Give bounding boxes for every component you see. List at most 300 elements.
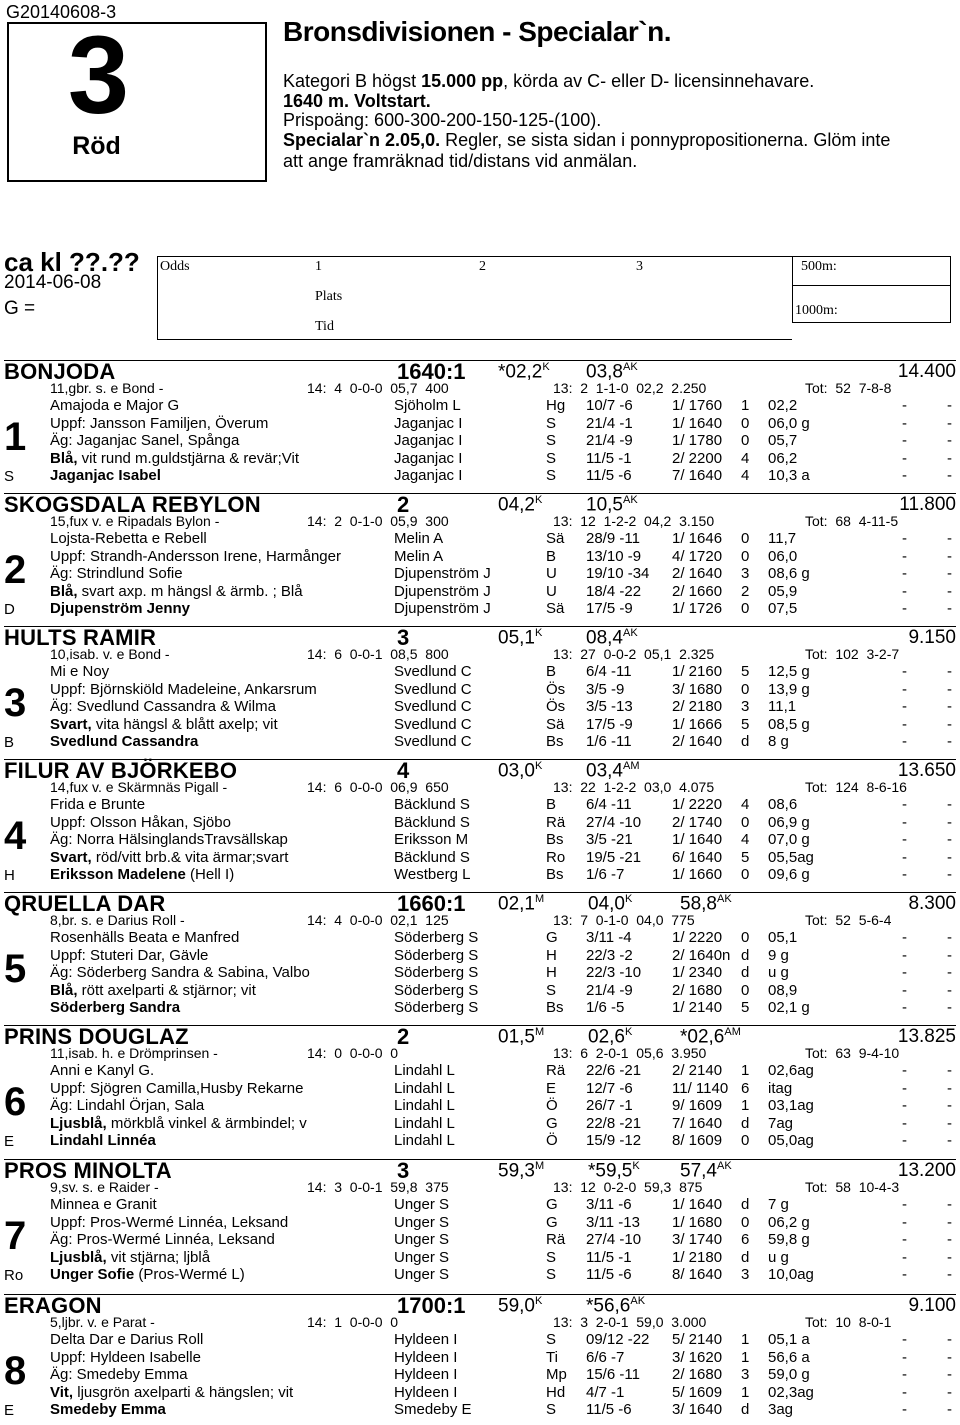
race-time: 08,6 g [768,565,810,583]
race-distance: 3/ 1620 [672,1348,723,1366]
race-time: 05,7 [768,432,798,450]
race-odds-2: - [947,733,952,751]
horse-prize-money: 8.300 [908,893,956,914]
line-text: Uppf: Pros-Wermé Linnéa, Leksand [50,1213,289,1231]
race-distance: 4/ 1720 [672,547,723,565]
line-rest: (Hell I) [185,866,235,884]
horse-distance: 2 [397,492,410,517]
line-bold: Ljusblå, [50,1248,107,1266]
race-date: 3/11 -4 [586,929,632,946]
race-driver: Hyldeen I [394,1383,458,1401]
race-distance: 2/ 2140 [672,1062,723,1079]
horse-stats-13: 13: 12 1-2-2 04,2 3.150 [553,513,715,529]
line-text: Anni e Kanyl G. [50,1062,155,1079]
race-track: S [546,981,557,999]
race-odds-2: - [947,1366,952,1384]
horse-distance: 1640:1 [397,359,466,384]
line-bold: Vit, [50,1383,74,1401]
race-track: Hd [546,1383,566,1401]
start-time: ca kl ??.?? [4,247,140,277]
line-text [50,849,288,866]
record-value: *59,5 [588,1160,633,1182]
race-time: 02,6ag [768,1062,814,1079]
odds-box [157,256,792,340]
line-bold: Unger Sofie [50,1266,135,1284]
race-odds-2: - [947,1132,952,1150]
race-time: 10,3 a [768,467,810,485]
race-distance: 3/ 1680 [672,680,723,698]
race-odds-2: - [947,1097,952,1115]
race-date: 12/7 -6 [586,1079,633,1097]
start-number: 4 [4,814,27,858]
record-value: 08,4 [586,627,623,649]
race-odds-1: - [902,1132,907,1150]
horse-stats-13: 13: 6 2-0-1 05,6 3.950 [553,1045,707,1061]
race-position: 0 [741,813,750,831]
record-type: K [624,1026,633,1038]
race-odds-2: - [947,582,952,600]
line-text: Rosenhälls Beata e Manfred [50,929,240,946]
race-odds-1: - [902,813,907,831]
horse-info: 5,ljbr. v. e Parat - [50,1314,155,1330]
record-value: 59,3 [498,1160,535,1182]
horse-distance: 1660:1 [397,891,466,916]
race-odds-2: - [947,1348,952,1366]
race-odds-1: - [902,929,907,946]
race-odds-2: - [947,680,952,698]
race-badge [7,14,267,182]
race-odds-2: - [947,1401,952,1419]
race-distance: 2/ 1680 [672,1366,723,1384]
line-text [50,1266,245,1283]
record-value: 04,0 [588,893,625,915]
race-track: H [546,964,557,982]
race-odds-1: - [902,663,907,680]
race-track: Hg [546,397,566,414]
line-bold: Ljusblå, [50,1114,107,1132]
race-position: 1 [741,1097,750,1115]
horse-stats-14: 14: 0 0-0-0 0 [307,1045,399,1061]
intro-line-5: att ange framräknad tid/distans vid anmälan. [283,151,638,171]
race-date: 17/5 -9 [586,600,633,618]
race-position: 5 [741,999,750,1017]
line-text: Äg: Svedlund Cassandra & Wilma [50,698,276,716]
race-position: 6 [741,1231,750,1249]
horse-record-1 [498,1026,544,1048]
race-position: 1 [741,1348,750,1366]
race-position: d [741,733,750,751]
line-rest: ljusgrön axelparti & hängslen; vit [73,1383,294,1401]
race-track: Ti [546,1348,558,1366]
line-bold: Blå, [50,449,78,467]
start-letter: H [4,867,15,884]
odds-col-1: 1 [315,259,322,274]
race-distance: 8/ 1609 [672,1132,723,1150]
horse-stats-13: 13: 7 0-1-0 04,0 775 [553,912,695,928]
horse-record-1 [498,760,542,782]
race-time: 09,6 g [768,866,810,884]
race-position: 1 [741,1383,750,1401]
race-odds-1: - [902,848,907,866]
race-date: 19/5 -21 [586,848,642,866]
race-distance: 1/ 2220 [672,929,723,946]
race-track: U [546,565,557,583]
race-distance: 1/ 2180 [672,1248,723,1266]
start-letter: D [4,601,15,618]
race-odds-2: - [947,397,952,414]
race-odds-1: - [902,1231,907,1249]
race-odds-1: - [902,1348,907,1366]
horse-stats-14: 14: 4 0-0-0 05,7 400 [307,380,449,396]
race-driver: Eriksson M [394,831,469,849]
race-odds-2: - [947,432,952,450]
horse-stats-14: 14: 2 0-1-0 05,9 300 [307,513,449,529]
race-position: 5 [741,663,750,680]
horse-stats-13: 13: 27 0-0-2 05,1 2.325 [553,646,715,662]
race-position: 3 [741,1266,750,1284]
line-bold: Blå, [50,981,78,999]
race-distance: 1/ 2220 [672,796,723,813]
horse-stats-13: 13: 12 0-2-0 59,3 875 [553,1179,703,1195]
record-type: AM [622,760,640,772]
race-time: itag [768,1079,793,1097]
race-track: G [546,1196,558,1213]
race-odds-1: - [902,946,907,964]
race-driver: Unger S [394,1248,450,1266]
race-driver: Lindahl L [394,1097,455,1115]
line-text: Äg: Strindlund Sofie [50,565,183,583]
race-driver: Djupenström J [394,600,491,618]
race-track: Ö [546,1097,558,1115]
horse-stats-14: 14: 4 0-0-0 02,1 125 [307,912,449,928]
race-odds-1: - [902,547,907,565]
race-date: 22/3 -10 [586,964,642,982]
record-value: 01,5 [498,1026,535,1048]
race-position: 3 [741,698,750,716]
race-date: 11/5 -6 [586,1266,632,1284]
record-type: K [534,627,543,639]
line-text: Söderberg Sandra [50,999,181,1017]
race-time: 11,1 [768,698,797,716]
line-text: Lojsta-Rebetta e Rebell [50,530,207,547]
race-position: 0 [741,866,750,884]
record-value: 03,8 [586,361,623,383]
race-driver: Söderberg S [394,999,479,1017]
race-track: Mp [546,1366,567,1384]
race-distance: 1/ 2140 [672,999,723,1017]
horse-prize-money: 13.650 [897,760,956,781]
horse-distance: 2 [397,1024,410,1049]
race-position: 3 [741,1366,750,1384]
race-odds-2: - [947,698,952,716]
race-odds-2: - [947,866,952,884]
race-driver: Svedlund C [394,680,472,698]
race-odds-1: - [902,1213,907,1231]
race-date: 21/4 -1 [586,414,633,432]
race-track: G [546,1114,558,1132]
race-position: d [741,1248,750,1266]
race-distance: 1/ 2340 [672,964,723,982]
line-text: Äg: Lindahl Örjan, Sala [50,1097,205,1115]
race-date: 6/4 -11 [586,796,632,813]
race-position: 5 [741,715,750,733]
race-time: 7 g [768,1196,789,1213]
race-distance: 1/ 1726 [672,600,723,618]
race-track: Ös [546,680,566,698]
race-odds-2: - [947,1383,952,1401]
race-odds-1: - [902,565,907,583]
race-driver: Hyldeen I [394,1366,458,1384]
race-date: 3/5 -13 [586,698,633,716]
race-track: Bs [546,999,564,1017]
race-driver: Svedlund C [394,698,472,716]
race-date: 21/4 -9 [586,432,633,450]
race-track: S [546,432,557,450]
line-text: Amajoda e Major G [50,397,180,414]
record-value: 10,5 [586,494,623,516]
race-track: Sä [546,715,565,733]
race-date: 3/5 -9 [586,680,625,698]
race-odds-1: - [902,467,907,485]
start-number: 1 [4,415,27,459]
start-letter: B [4,734,15,751]
race-odds-2: - [947,929,952,946]
race-odds-1: - [902,1079,907,1097]
race-odds-2: - [947,981,952,999]
horse-name: PRINS DOUGLAZ [4,1024,189,1049]
race-date: 22/3 -2 [586,946,633,964]
race-driver: Lindahl L [394,1062,455,1079]
race-time: 02,3ag [768,1383,814,1401]
race-odds-1: - [902,1097,907,1115]
race-driver: Hyldeen I [394,1348,458,1366]
race-position: 0 [741,600,750,618]
record-type: M [534,1160,545,1172]
race-time: 05,5ag [768,848,814,866]
race-odds-2: - [947,999,952,1017]
line-text: Uppf: Björnskiöld Madeleine, Ankarsrum [50,680,317,698]
line-rest: rött axelparti & stjärnor; vit [77,981,256,999]
race-time: 02,1 g [768,999,810,1017]
race-track: Bs [546,733,564,751]
record-value: *02,2 [498,361,543,383]
race-odds-1: - [902,698,907,716]
line-text: Djupenström Jenny [50,600,191,618]
race-distance: 2/ 1640n [672,946,731,964]
race-odds-1: - [902,1114,907,1132]
race-driver: Lindahl L [394,1114,455,1132]
race-odds-1: - [902,981,907,999]
race-track: G [546,1213,558,1231]
race-position: 0 [741,1132,750,1150]
horse-name: FILUR AV BJÖRKEBO [4,758,238,783]
record-type: AK [716,893,732,905]
race-driver: Westberg L [394,866,471,884]
race-distance: 3/ 1740 [672,1231,723,1249]
race-position: 6 [741,1079,750,1097]
race-odds-2: - [947,414,952,432]
race-color: Röd [72,132,121,160]
race-driver: Söderberg S [394,964,479,982]
race-distance: 2/ 1660 [672,582,723,600]
race-track: B [546,663,557,680]
race-time: u g [768,1248,789,1266]
horse-prize-money: 9.100 [908,1295,956,1316]
race-odds-2: - [947,467,952,485]
race-time: 06,0 g [768,414,810,432]
intro-line-1: Kategori B högst 15.000 pp, körda av C- eller D- licensinnehavare. [283,71,815,91]
race-odds-2: - [947,848,952,866]
race-distance: 9/ 1609 [672,1097,723,1115]
race-time: 59,0 g [768,1366,810,1384]
race-position: 0 [741,929,750,946]
race-position: d [741,1114,750,1132]
race-distance: 1/ 2160 [672,663,723,680]
horse-record-1 [498,627,542,649]
race-odds-2: - [947,1062,952,1079]
race-odds-2: - [947,1266,952,1284]
race-driver: Unger S [394,1196,450,1213]
horse-stats-total: Tot: 68 4-11-5 [805,513,899,529]
odds-col-3: 3 [636,259,643,274]
record-value: 57,4 [680,1160,717,1182]
race-track: S [546,1266,557,1284]
race-odds-2: - [947,1213,952,1231]
race-time: 12,5 g [768,663,810,680]
horse-prize-money: 13.200 [897,1160,956,1181]
race-time: 08,5 g [768,715,810,733]
record-value: 03,4 [586,760,623,782]
record-type: K [624,893,633,905]
line-text: Äg: Jaganjac Sanel, Spånga [50,432,240,450]
record-type: AK [716,1160,732,1172]
race-driver: Smedeby E [394,1401,472,1419]
horse-distance: 1700:1 [397,1293,466,1318]
race-date: 1/6 -5 [586,999,625,1017]
race-driver: Djupenström J [394,582,491,600]
race-date: 11/5 -1 [586,449,632,467]
race-distance: 2/ 2180 [672,698,723,716]
line-text [50,866,234,883]
race-distance: 1/ 1780 [672,432,723,450]
line-text: Minnea e Granit [50,1196,157,1213]
race-track: Ro [546,848,566,866]
race-driver: Jaganjac I [394,414,463,432]
horse-record-1 [498,1160,544,1182]
race-date: 18/4 -22 [586,582,642,600]
record-value: 58,8 [680,893,717,915]
record-type: AK [630,1295,646,1307]
race-odds-1: - [902,600,907,618]
race-track: H [546,946,557,964]
race-track: Ö [546,1132,558,1150]
race-driver: Melin A [394,547,444,565]
start-letter: E [4,1402,15,1419]
race-date: 11/5 -6 [586,467,632,485]
race-distance: 2/ 1680 [672,981,723,999]
horse-stats-total: Tot: 52 7-8-8 [805,380,892,396]
race-track: B [546,796,557,813]
record-type: K [534,1295,543,1307]
horse-distance: 3 [397,1158,410,1183]
odds-col-2: 2 [479,259,486,274]
race-odds-2: - [947,600,952,618]
race-driver: Unger S [394,1231,450,1249]
line-text: Äg: Smedeby Emma [50,1366,188,1384]
race-time: 06,0 [768,547,798,565]
horse-info: 10,isab. v. e Bond - [50,646,170,662]
race-time: 9 g [768,946,789,964]
race-odds-1: - [902,866,907,884]
race-date: 22/6 -21 [586,1062,642,1079]
race-position: 4 [741,449,750,467]
race-time: 05,9 [768,582,798,600]
race-distance: 2/ 1740 [672,813,723,831]
line-text: Uppf: Stuteri Dar, Gävle [50,946,209,964]
race-odds-2: - [947,813,952,831]
race-position: 4 [741,467,750,485]
race-date: 2014-06-08 [4,272,102,293]
race-date: 27/4 -10 [586,813,642,831]
record-type: K [534,494,543,506]
race-odds-1: - [902,796,907,813]
horse-info: 15,fux v. e Ripadals Bylon - [50,513,220,529]
horse-stats-total: Tot: 58 10-4-3 [805,1179,900,1195]
race-distance: 2/ 2200 [672,449,723,467]
race-date: 1/6 -11 [586,733,632,751]
race-date: 15/6 -11 [586,1366,640,1384]
record-type: M [534,1026,545,1038]
race-time: 03,1ag [768,1097,814,1115]
race-driver: Hyldeen I [394,1331,458,1348]
race-odds-2: - [947,946,952,964]
record-value: 02,1 [498,893,535,915]
race-driver: Melin A [394,530,444,547]
race-driver: Lindahl L [394,1079,455,1097]
start-letter: Ro [4,1267,24,1284]
race-distance: 1/ 1640 [672,831,723,849]
line-rest: svart axp. m hängsl & ärmb. ; Blå [77,582,303,600]
race-odds-2: - [947,831,952,849]
line-text: Jaganjac Isabel [50,467,161,485]
race-track: Bs [546,831,564,849]
race-track: Rä [546,1231,566,1249]
horse-stats-14: 14: 3 0-0-1 59,8 375 [307,1179,449,1195]
race-distance: 3/ 1640 [672,1401,723,1419]
horse-prize-money: 14.400 [897,361,956,382]
race-odds-1: - [902,1331,907,1348]
record-value: 59,0 [498,1295,535,1317]
record-value: 03,0 [498,760,535,782]
race-track: Sä [546,600,565,618]
record-type: AK [622,494,638,506]
race-odds-2: - [947,663,952,680]
race-driver: Svedlund C [394,663,472,680]
race-distance: 1/ 1646 [672,530,723,547]
race-driver: Svedlund C [394,715,472,733]
record-type: K [542,361,550,373]
race-date: 4/7 -1 [586,1383,625,1401]
line-bold: Svart, [50,848,92,866]
race-distance: 11/ 1140 [672,1079,729,1097]
race-position: 0 [741,414,750,432]
record-value: 04,2 [498,494,535,516]
line-text: Smedeby Emma [50,1401,166,1419]
race-driver: Djupenström J [394,565,491,583]
record-value: *56,6 [586,1295,631,1317]
race-odds-1: - [902,1266,907,1284]
horse-name: HULTS RAMIR [4,625,157,650]
